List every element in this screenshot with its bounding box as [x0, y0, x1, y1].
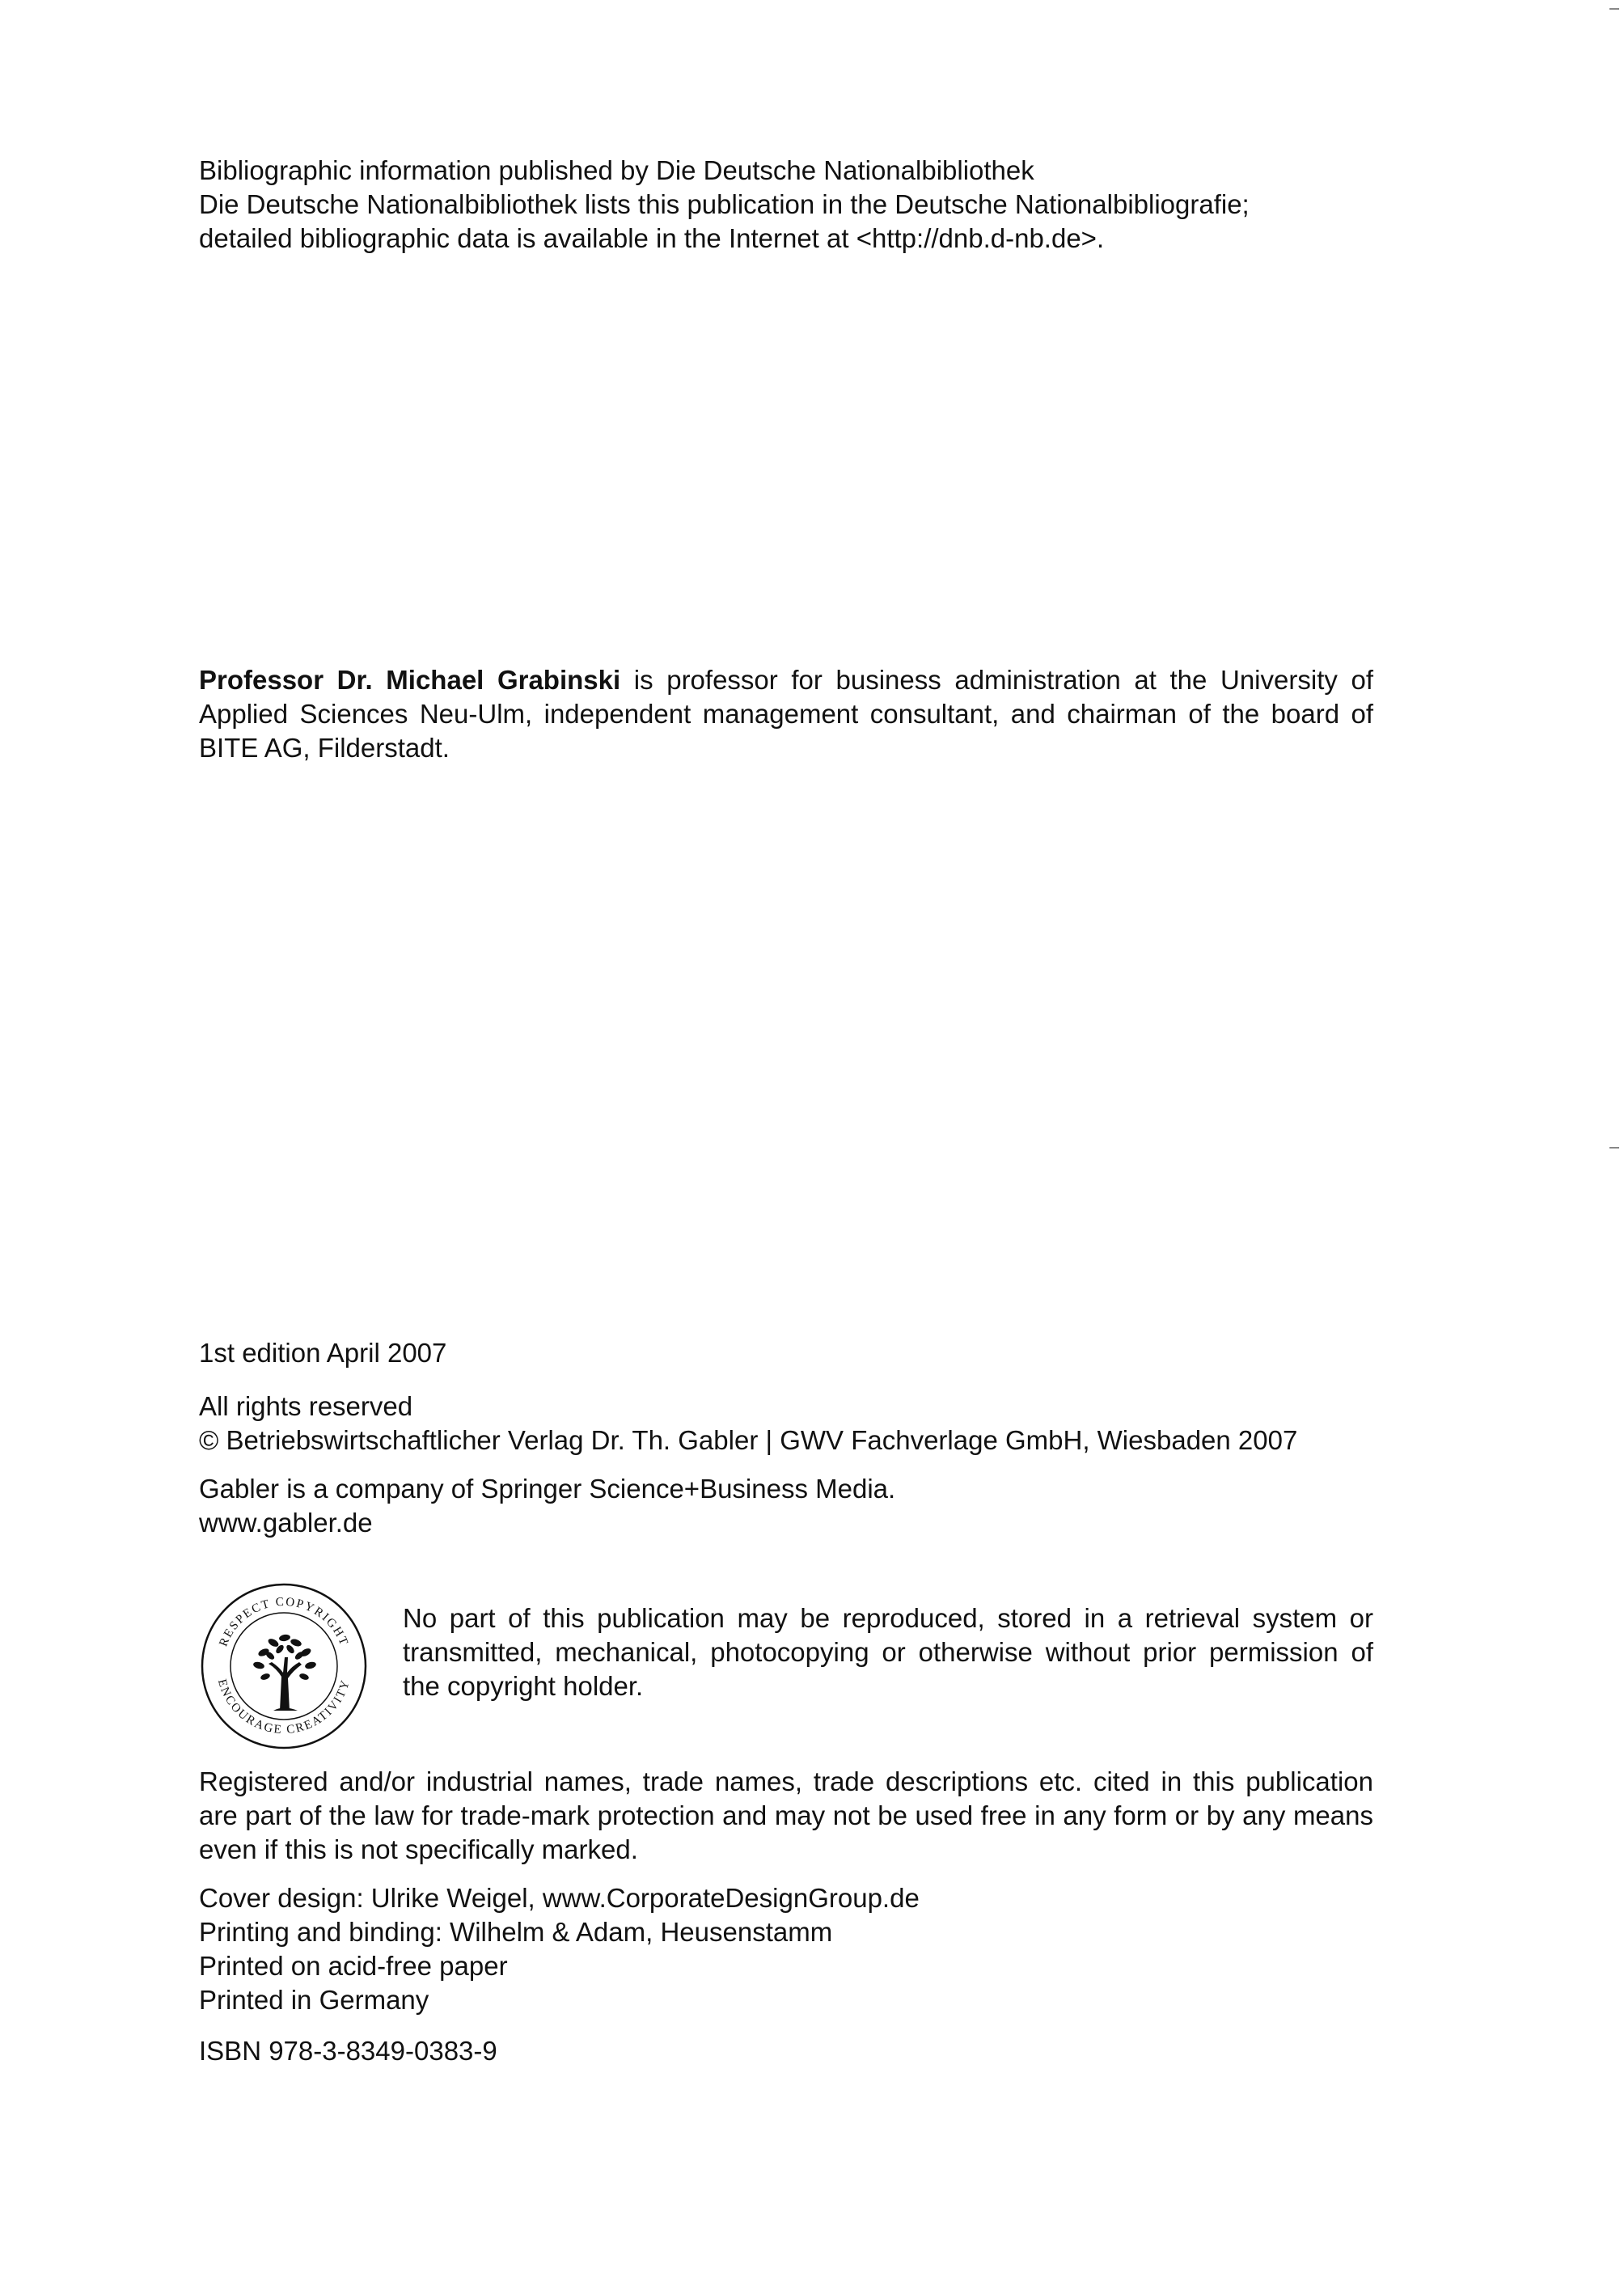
country-of-print: Printed in Germany [199, 1985, 429, 2015]
bibliographic-line-1: Bibliographic information published by Die Deutsche Nationalbibliothek [199, 155, 1034, 185]
author-description: is professor for business administration at the University of Applied Sciences Neu-Ulm, independent management consultant, and chairman of the board of BITE AG, Filderstadt. [199, 665, 1373, 763]
copyright-notice-row [199, 1581, 1373, 1751]
production-credits [199, 1881, 1373, 2017]
seal-top-text: RESPECT COPYRIGHT [217, 1595, 351, 1649]
author-name: Professor Dr. Michael Grabinski [199, 665, 621, 695]
cover-design: Cover design: Ulrike Weigel, www.CorporateDesignGroup.de [199, 1883, 920, 1913]
respect-copyright-seal-icon [199, 1581, 369, 1751]
seal-bottom-text: ENCOURAGE CREATIVITY [214, 1677, 353, 1737]
tree-icon [252, 1634, 317, 1711]
printing-binding: Printing and binding: Wilhelm & Adam, Heusenstamm [199, 1917, 833, 1947]
publisher-url: www.gabler.de [199, 1508, 373, 1538]
paper-info: Printed on acid-free paper [199, 1951, 508, 1981]
trademark-notice: Registered and/or industrial names, trade names, trade descriptions etc. cited in this publication are part of the law for trade-mark protection and may not be used free in any form or by any means even if this is not specifically marked. [199, 1766, 1373, 1864]
bibliographic-info [199, 154, 1373, 256]
copyright-line: © Betriebswirtschaftlicher Verlag Dr. Th. Gabler | GWV Fachverlage GmbH, Wiesbaden 2007 [199, 1425, 1298, 1455]
author-bio [199, 663, 1373, 765]
bibliographic-line-3: detailed bibliographic data is available in the Internet at <http://dnb.d-nb.de>. [199, 223, 1105, 253]
reproduction-notice: No part of this publication may be reproduced, stored in a retrieval system or transmitted, mechanical, photocopying or otherwise without prior permission of the copyright holder. [403, 1603, 1373, 1701]
crop-mark-top [1609, 8, 1619, 10]
rights-reserved: All rights reserved [199, 1391, 413, 1421]
rights-section [199, 1390, 1373, 1457]
isbn: ISBN 978-3-8349-0383-9 [199, 2036, 497, 2066]
edition: 1st edition April 2007 [199, 1338, 447, 1368]
bibliographic-line-2: Die Deutsche Nationalbibliothek lists this publication in the Deutsche Nationalbibliografie; [199, 189, 1250, 219]
company-text: Gabler is a company of Springer Science+Business Media. [199, 1474, 896, 1504]
crop-mark-middle [1609, 1147, 1619, 1149]
publisher-company [199, 1472, 1373, 1540]
